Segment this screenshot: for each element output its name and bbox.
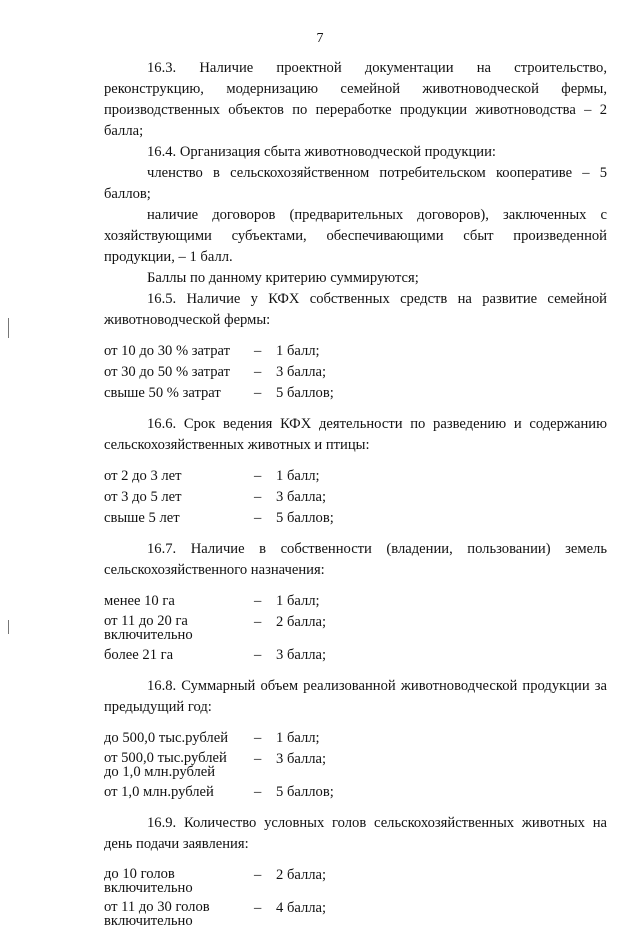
criterion-label: от 3 до 5 лет — [104, 489, 182, 505]
paragraph-contracts: наличие договоров (предварительных договоров), заключенных с хозяйствующими субъектами, обеспечивающими сбыт произведенной продукции, – 1 балл. — [104, 207, 607, 265]
criterion-label: от 1,0 млн.рублей — [104, 784, 214, 800]
score-value: 3 балла; — [276, 647, 327, 663]
criterion-label-line-1: от 500,0 тыс.рублей — [104, 750, 227, 766]
criterion-label: от 30 до 50 % затрат — [104, 364, 230, 380]
paragraph-16-8: 16.8. Суммарный объем реализованной животноводческой продукции за предыдущий год: — [104, 678, 607, 715]
dash: – — [254, 364, 262, 380]
score-value: 1 балл; — [276, 468, 320, 484]
score-row — [104, 341, 607, 362]
criterion-label: свыше 5 лет — [104, 510, 180, 526]
paragraph-16-4: 16.4. Организация сбыта животноводческой продукции: — [147, 144, 496, 160]
paragraph-16-6: 16.6. Срок ведения КФХ деятельности по разведению и содержанию сельскохозяйственных животных и птицы: — [104, 416, 607, 453]
score-row — [104, 782, 607, 803]
paragraph-16-3: 16.3. Наличие проектной документации на строительство, реконструкцию, модернизацию семейной животноводческой фермы, производственных объектов по переработке продукции животноводства – 2 балла; — [104, 60, 607, 139]
criterion-label — [104, 865, 254, 898]
score-row — [104, 612, 607, 645]
score-value: 4 балла; — [276, 900, 327, 916]
score-value: 3 балла; — [276, 364, 327, 380]
criterion-label: до 500,0 тыс.рублей — [104, 730, 229, 746]
score-row — [104, 591, 607, 612]
score-row — [104, 728, 607, 749]
score-table-16-7 — [104, 591, 607, 666]
dash: – — [254, 867, 262, 883]
criterion-label: свыше 50 % затрат — [104, 385, 221, 401]
score-row — [104, 383, 607, 404]
criterion-label-line-2: включительно — [104, 627, 193, 643]
criterion-label-line-1: от 11 до 30 голов — [104, 899, 210, 915]
dash: – — [254, 751, 262, 767]
dash: – — [254, 510, 262, 526]
criterion-label: от 10 до 30 % затрат — [104, 343, 230, 359]
criterion-label-line-2: включительно — [104, 880, 193, 896]
score-value: 2 балла; — [276, 867, 327, 883]
criterion-label — [104, 612, 254, 645]
score-table-16-9 — [104, 865, 607, 931]
score-row — [104, 487, 607, 508]
score-value: 1 балл; — [276, 343, 320, 359]
dash: – — [254, 385, 262, 401]
dash: – — [254, 489, 262, 505]
criterion-label-line-2: до 1,0 млн.рублей — [104, 764, 216, 780]
paragraph-16-9: 16.9. Количество условных голов сельскохозяйственных животных на день подачи заявления: — [104, 815, 607, 852]
scan-mark — [8, 318, 9, 338]
score-row — [104, 898, 607, 931]
criterion-label: более 21 га — [104, 647, 174, 663]
paragraph-16-5: 16.5. Наличие у КФХ собственных средств на развитие семейной животноводческой фермы: — [104, 291, 607, 328]
dash: – — [254, 730, 262, 746]
criterion-label-line-1: до 10 голов — [104, 866, 175, 882]
criterion-label — [104, 898, 254, 931]
score-row — [104, 466, 607, 487]
score-value: 3 балла; — [276, 751, 327, 767]
score-value: 2 балла; — [276, 614, 327, 630]
score-value: 3 балла; — [276, 489, 327, 505]
scan-mark — [8, 620, 9, 634]
paragraph-summation: Баллы по данному критерию суммируются; — [147, 270, 419, 286]
score-row — [104, 865, 607, 898]
paragraph-cooperative: членство в сельскохозяйственном потребительском кооперативе – 5 баллов; — [104, 165, 607, 202]
score-value: 5 баллов; — [276, 784, 334, 800]
paragraph-16-7: 16.7. Наличие в собственности (владении, пользовании) земель сельскохозяйственного назначения: — [104, 541, 607, 578]
score-value: 1 балл; — [276, 730, 320, 746]
score-table-16-5 — [104, 341, 607, 404]
page-number: 7 — [316, 31, 324, 46]
score-row — [104, 749, 607, 782]
score-row — [104, 645, 607, 666]
dash: – — [254, 614, 262, 630]
criterion-label-line-1: от 11 до 20 га — [104, 613, 188, 629]
criterion-label-line-2: включительно — [104, 913, 193, 929]
score-row — [104, 362, 607, 383]
document-body — [104, 58, 607, 931]
dash: – — [254, 784, 262, 800]
score-value: 1 балл; — [276, 593, 320, 609]
score-value: 5 баллов; — [276, 385, 334, 401]
dash: – — [254, 468, 262, 484]
dash: – — [254, 900, 262, 916]
score-table-16-6 — [104, 466, 607, 529]
dash: – — [254, 343, 262, 359]
dash: – — [254, 593, 262, 609]
score-value: 5 баллов; — [276, 510, 334, 526]
score-table-16-8 — [104, 728, 607, 803]
criterion-label: менее 10 га — [104, 593, 175, 609]
score-row — [104, 508, 607, 529]
dash: – — [254, 647, 262, 663]
criterion-label: от 2 до 3 лет — [104, 468, 182, 484]
criterion-label — [104, 749, 254, 782]
